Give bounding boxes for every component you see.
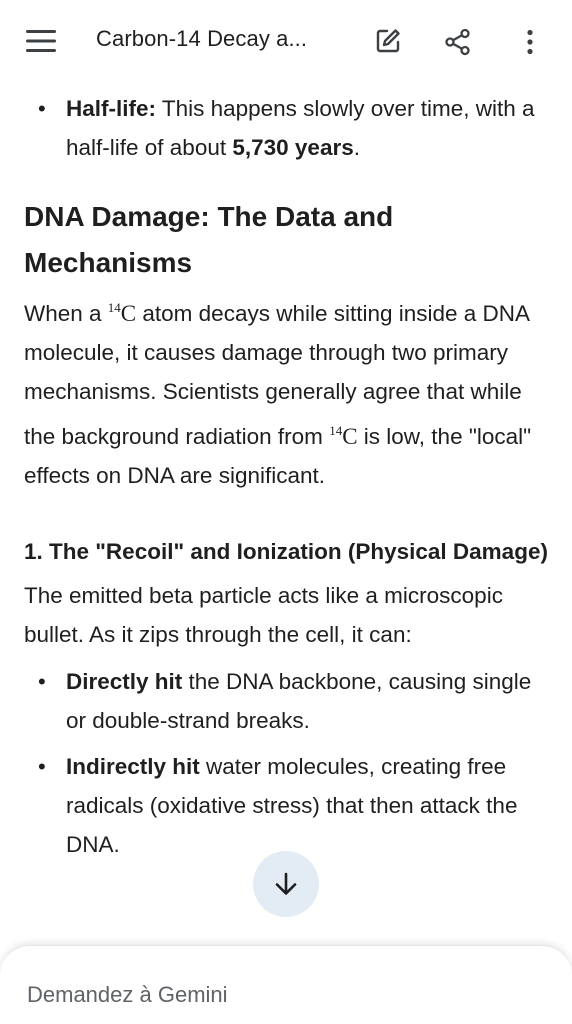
more-vert-icon[interactable] (514, 24, 546, 60)
response-content (24, 84, 554, 864)
subsection-paragraph: The emitted beta particle acts like a microscopic bullet. As it zips through the cell, it can: (24, 583, 503, 647)
halflife-value: 5,730 years (232, 135, 354, 160)
intro-paragraph: When a $^{14}$C atom decays while sitting inside a DNA molecule, it causes damage through two primary mechanisms. Scientists generally agree that while the background radiation from $^{14}$C is low, the "local" effects on DNA are significant. (24, 300, 532, 488)
prompt-input[interactable]: Demandez à Gemini (27, 982, 228, 1007)
arrow-down-icon (273, 871, 299, 897)
list-item: • Directly hit the DNA backbone, causing single or double-strand breaks. (24, 662, 554, 740)
scroll-to-bottom-button[interactable] (253, 851, 319, 917)
edit-icon[interactable] (370, 24, 406, 58)
prompt-composer[interactable] (0, 945, 572, 1024)
top-app-bar (0, 0, 572, 84)
chat-title[interactable]: Carbon-14 Decay a... (96, 26, 308, 51)
section-heading: DNA Damage: The Data and Mechanisms (24, 201, 394, 278)
menu-icon[interactable] (24, 26, 58, 56)
list-item: • Indirectly hit water molecules, creating free radicals (oxidative stress) that then attack the DNA. (24, 747, 554, 864)
subsection-heading: 1. The "Recoil" and Ionization (Physical Damage) (24, 539, 548, 564)
share-icon[interactable] (440, 24, 476, 60)
list-item: • Half-life: This happens slowly over time, with a half-life of about 5,730 years. (24, 89, 554, 167)
